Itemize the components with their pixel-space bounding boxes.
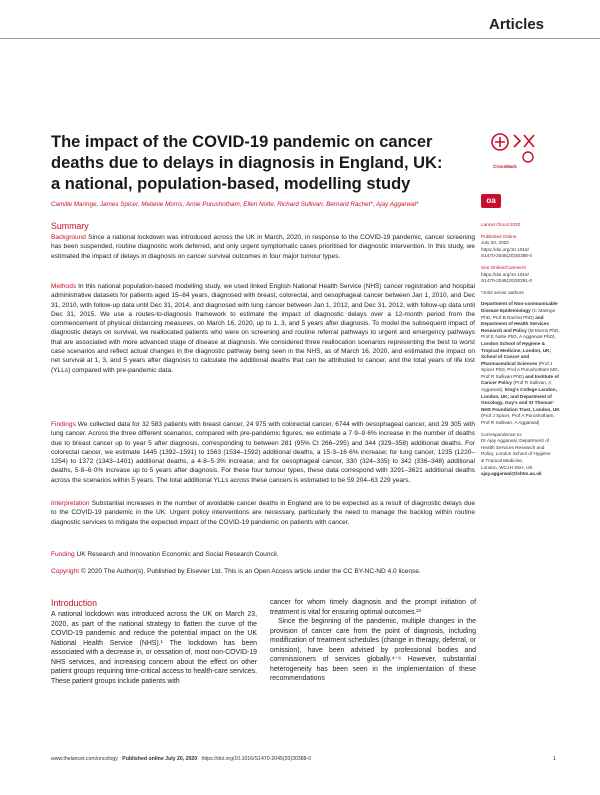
abstract-methods	[51, 282, 475, 375]
correspondence-line: & Tropical Medicine,	[481, 458, 524, 463]
open-access-badge: oa	[481, 194, 501, 208]
interpretation-text: Substantial increases in the number of avoidable cancer deaths in England are to be expected as a result of diagnostic delays due to the COVID-19 pandemic in the UK. Urgent policy interventions are necessary, particularly the need to manage the backlog within routine diagnostic services to mitigate the expected impact of the COVID-19 pandemic on patients with cancer.	[51, 500, 475, 526]
crossmark-icon[interactable]	[490, 131, 538, 165]
affiliation-authors: (C Maringe PhD, Prof B Rachet PhD)	[481, 307, 556, 320]
methods-label: Methods	[51, 283, 77, 290]
correspondence-label: Correspondence to:	[481, 431, 523, 437]
correspondence-line: Dr Ajay Aggarwal, Department of	[481, 438, 550, 444]
affiliation-name: King's College London, London, UK; and Department of Oncology, Guy's and St Thomas' NHS Foundation Trust, London, UK	[481, 387, 560, 412]
intro-column-left: A national lockdown was introduced across the UK on March 23, 2020, as part of the national strategy to flatten the curve of the COVID-19 pandemic and reduce the potential impact on the UK National Health Service (NHS).¹ The lockdown has been associated with a decrease in, or cessation of, most non-COVID-19 NHS services, and increasing concern about the effect on other patient groups requiring time-critical access to health-care services. These patient groups include patients with	[51, 611, 257, 685]
abstract-interpretation	[51, 499, 475, 527]
footer-site-link[interactable]: www.thelancet.com/oncology	[51, 756, 118, 762]
affiliation-authors: (Prof R Sullivan, A Aggarwal),	[481, 380, 552, 393]
findings-label: Findings	[51, 421, 76, 428]
intro-paragraph-continued: cancer for whom timely diagnosis and the prompt initiation of treatment is vital for ensuring optimal outcomes.²³	[270, 599, 476, 616]
abstract-copyright	[51, 567, 475, 576]
affiliation-authors: (M Morris PhD, Prof E Nolte PhD, A Aggarwal PhD),	[481, 327, 560, 340]
copyright-label: Copyright	[51, 568, 80, 575]
footer-doi-link[interactable]: https://doi.org/10.1016/S1470-2045(20)30388-0	[201, 756, 312, 762]
abstract-findings	[51, 420, 475, 485]
intro-column-right	[270, 598, 476, 684]
doi-link-2-cont[interactable]: S1470-2045(20)30391-0	[481, 278, 533, 284]
crossmark-label: CrossMark	[493, 164, 517, 169]
article-metadata-sidebar	[481, 222, 561, 478]
copyright-text: © 2020 The Author(s). Published by Elsevier Ltd. This is an Open Access article under the CC BY-NC-ND 4.0 license.	[79, 568, 421, 575]
correspondence-line: Health Services Research and	[481, 444, 545, 450]
header-divider	[0, 38, 600, 39]
methods-text: In this national population-based modelling study, we used linked English National Health Service (NHS) cancer registration and hospital administrative datasets for patients aged 15–84 years, diagnosed with breast, colorectal, and oesophageal cancer between Jan 1, 2010, and Dec 31, 2010, with follow-up data until Dec 31, 2014, and diagnosed with lung cancer between Jan 1, 2012, and Dec 31, 2012, with follow-up data until Dec 31, 2015. We use a routes-to-diagnosis framework to estimate the impact of diagnostic delays over a 12-month period from the commencement of physical distancing measures, on March 16, 2020, up to 1, 3, and 5 years after diagnosis. To model the subsequent impact of diagnostic delays on survival, we reallocated patients who were on screening and routine referral pathways to urgent and emergency pathways that are associated with more advanced stage of disease at diagnosis. We considered three reallocation scenarios representing the best to worst case scenarios and reflect actual changes in the diagnostic pathway being seen in the NHS, as of March 16, 2020, and estimated the impact on net survival at 1, 3, and 5 years after diagnosis to calculate the additional deaths that can be attributed to cancer, and the total years of life lost (YLLs) compared with pre-pandemic data.	[51, 283, 475, 374]
abstract-background	[51, 233, 475, 261]
journal-citation: Lancet Oncol 2020	[481, 222, 521, 227]
affiliation-name: Department of Non-communicable Disease Epidemiology	[481, 301, 558, 313]
see-online-label: See Online/Comment	[481, 264, 526, 270]
page-number: 1	[553, 756, 557, 762]
page-footer	[51, 756, 311, 762]
correspondence-line: London, WC1H 9SH, UK	[481, 464, 533, 470]
article-title: The impact of the COVID-19 pandemic on cancer deaths due to delays in diagnosis in England, UK: a national, population-based, modelling study	[51, 133, 443, 193]
background-text: Since a national lockdown was introduced across the UK in March, 2020, in response to the COVID-19 pandemic, cancer screening has been suspended, routine diagnostic work deferred, and only urgent symptomatic cases prioritised for diagnostic intervention. In this study, we estimated the impact of delays in diagnosis on cancer survival outcomes in four major tumour types.	[51, 234, 475, 260]
findings-text: We collected data for 32 583 patients with breast cancer, 24 975 with colorectal cancer, 6744 with oesophageal cancer, and 29 305 with lung cancer. Across the three different scenarios, compared with pre-pandemic figures, we estimate a 7·9–9·6% increase in the number of deaths due to breast cancer up to year 5 after diagnosis, corresponding to between 281 (95% CI 266–295) and 344 (329–358) additional deaths. For colorectal cancer, we estimate 1445 (1392–1591) to 1563 (1534–1592) additional deaths, a 15·3–16·6% increase; for lung cancer, 1235 (1220–1254) to 1372 (1343–1401) additional deaths, a 4·8–5·3% increase; and for oesophageal cancer, 330 (324–335) to 342 (336–348) additional deaths, 5·8–6·0% increase up to 5 years after diagnosis. For these four tumour types, these data correspond with 3291–3621 additional deaths across the scenarios within 5 years. The total additional YLLs across these cancers is estimated to be 59 204–63 229 years.	[51, 421, 475, 484]
affiliation-name: and Department of Health Services Research and Policy	[481, 314, 549, 333]
affiliation-name: and Institute of Cancer Policy	[481, 373, 559, 386]
affiliations	[481, 301, 561, 426]
abstract-funding	[51, 550, 475, 559]
intro-paragraph: Since the beginning of the pandemic, multiple changes in the provision of cancer care from the point of diagnosis, including modification of treatment schedules (change in therapy, deferral, or omission), have been advised by professional bodies and commissioners of services globally.⁴⁻⁶ However, substantial heterogeneity has been seen in the implementation of these recommendations	[270, 618, 476, 683]
funding-label: Funding	[51, 551, 75, 558]
footer-published: Published online July 20, 2020	[122, 756, 198, 762]
correspondence-line: Policy, London School of Hygiene	[481, 451, 551, 457]
correspondence-email[interactable]: ajay.aggarwal@lshtm.ac.uk	[481, 471, 542, 477]
interpretation-label: Interpretation	[51, 500, 90, 507]
doi-link-1[interactable]: https://doi.org/10.1016/	[481, 246, 529, 252]
affiliation-authors: (Prof J Spicer, Prof A Purushotham, Prof R Sullivan, A Aggarwal)	[481, 413, 555, 426]
summary-heading: Summary	[51, 221, 89, 231]
affiliation-name: London School of Hygiene & Tropical Medicine, London, UK; School of Cancer and Pharmaceutical Sciences	[481, 340, 552, 366]
published-online-label: Published Online	[481, 233, 517, 239]
doi-link-1-cont[interactable]: S1470-2045(20)30388-0	[481, 253, 533, 259]
funding-text: UK Research and Innovation Economic and Social Research Council.	[74, 551, 279, 558]
journal-section-label: Articles	[489, 16, 545, 33]
author-list: Camille Maringe, James Spicer, Melanie Morris, Arnie Purushotham, Ellen Nolte, Richard Sullivan, Bernard Rachet*, Ajay Aggarwal*	[51, 201, 419, 208]
background-label: Background	[51, 234, 86, 241]
introduction-heading: Introduction	[51, 598, 97, 608]
published-date: July 20, 2020	[481, 240, 509, 246]
doi-link-2[interactable]: https://doi.org/10.1016/	[481, 271, 529, 277]
affiliation-authors: (Prof J Spicer PhD, Prof A Purushotham MD, Prof R Sullivan PhD)	[481, 360, 559, 379]
joint-authors-note: *Joint senior authors	[481, 289, 524, 295]
